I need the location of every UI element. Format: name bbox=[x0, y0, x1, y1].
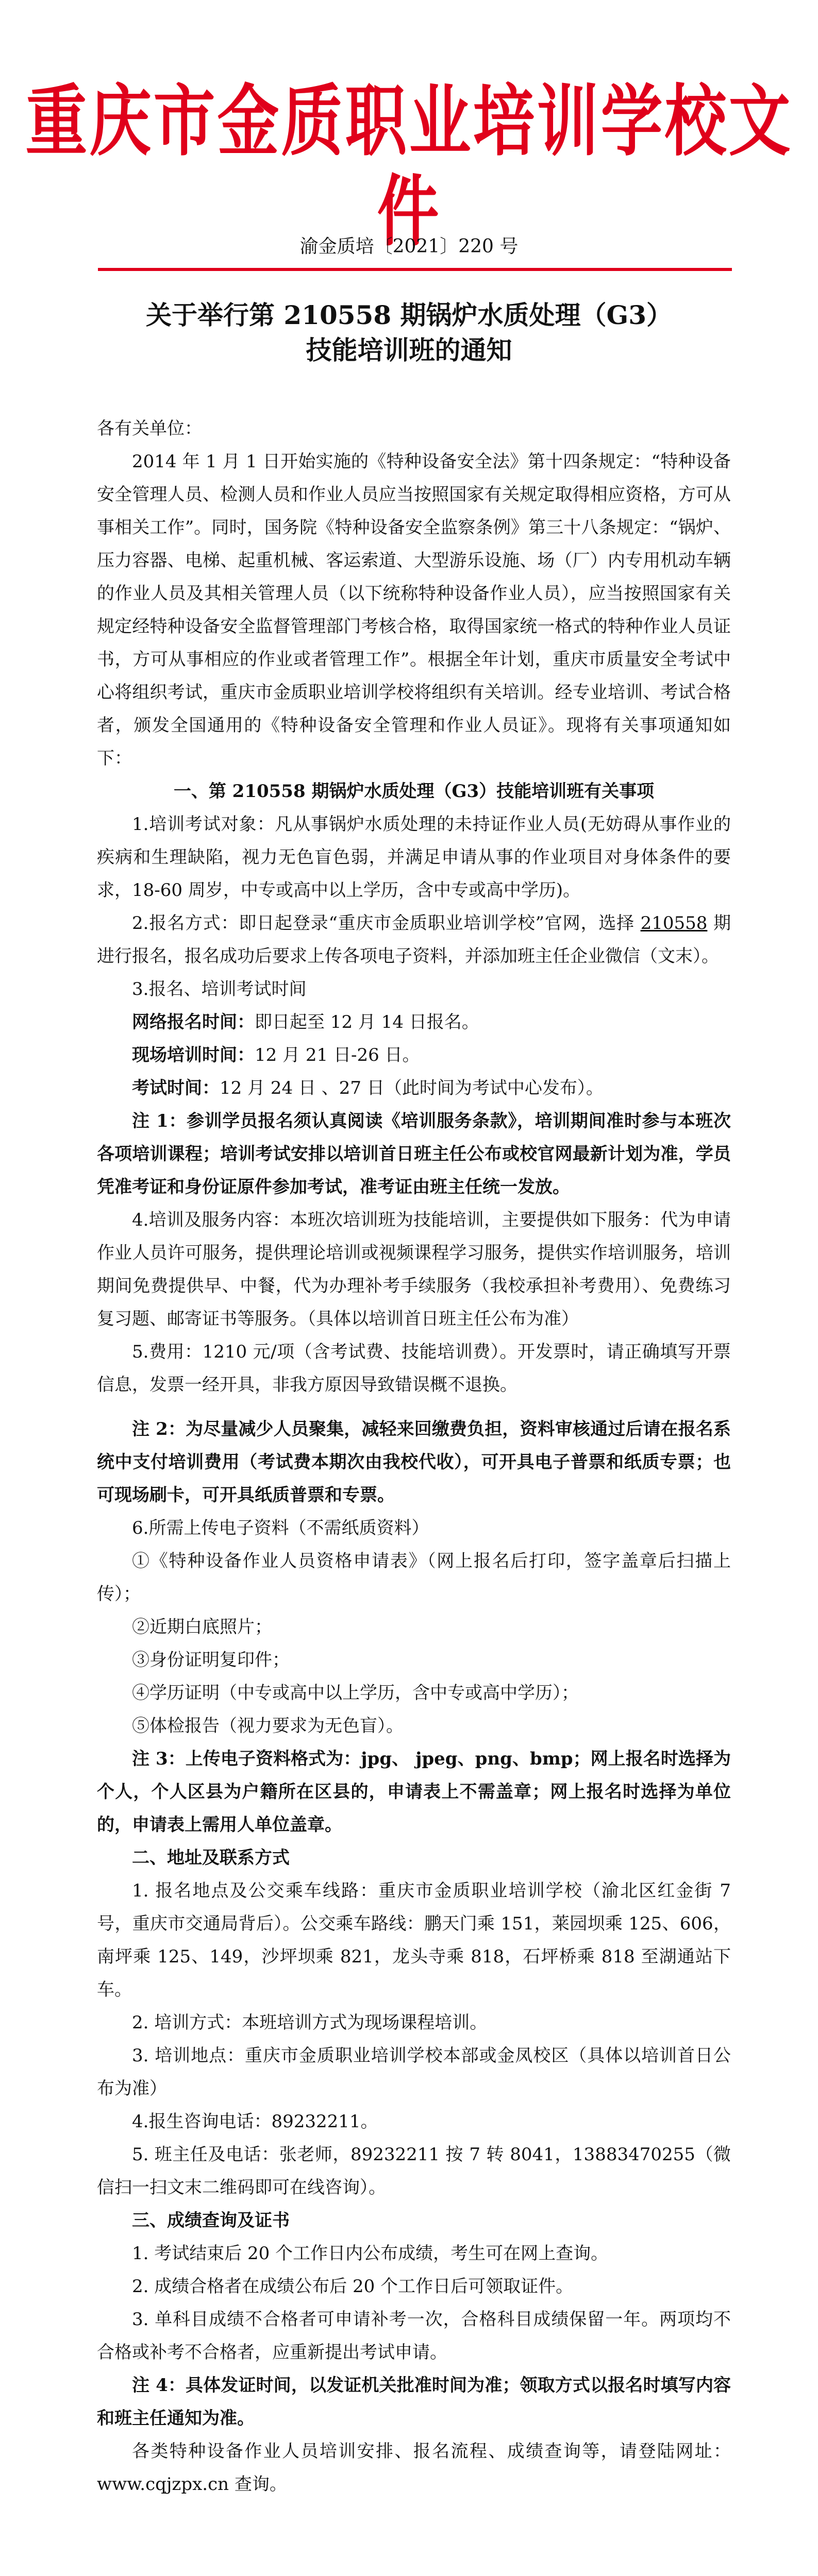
title-line-1: 关于举行第 210558 期锅炉水质处理（G3） bbox=[145, 300, 673, 330]
s1-site-training bbox=[97, 1039, 731, 1072]
s1-material-1: ①《特种设备作业人员资格申请表》（网上报名后打印，签字盖章后扫描上传）； bbox=[97, 1551, 731, 1604]
s2-item-1: 1. 报名地点及公交乘车线路：重庆市金质职业培训学校（渝北区红金街 7 号，重庆市交通局背后）。公交乘车路线：鹏天门乘 151，莱园坝乘 125、606，南坪乘 125、149，沙坪坝乘 821，龙头寺乘 818，石坪桥乘 818 至湖通站下车。 bbox=[97, 1880, 731, 2000]
section-1-heading: 一、第 210558 期锅炉水质处理（G3）技能培训班有关事项 bbox=[173, 781, 655, 802]
salutation: 各有关单位： bbox=[97, 418, 202, 439]
letterhead-title: 重庆市金质职业培训学校文件 bbox=[25, 77, 793, 257]
site-training-value: 12 月 21 日-26 日。 bbox=[255, 1045, 420, 1065]
site-training-label: 现场培训时间： bbox=[132, 1045, 255, 1065]
s3-final: 各类特种设备作业人员培训安排、报名流程、成绩查询等，请登陆网址：www.cqjzpx.cn 查询。 bbox=[97, 2441, 731, 2495]
net-registration-value: 即日起至 12 月 14 日报名。 bbox=[255, 1012, 479, 1032]
title-line-2: 技能培训班的通知 bbox=[306, 335, 512, 365]
s1-material-5: ⑤体检报告（视力要求为无色盲）。 bbox=[132, 1716, 404, 1736]
s2-item-4: 4.报生咨询电话：89232211。 bbox=[132, 2111, 378, 2132]
s3-item-1: 1. 考试结束后 20 个工作日内公布成绩，考生可在网上查询。 bbox=[132, 2243, 609, 2264]
section-3-heading: 三、成绩查询及证书 bbox=[132, 2210, 290, 2231]
s1-item-6: 6.所需上传电子资料（不需纸质资料） bbox=[132, 1518, 429, 1538]
s1-net-registration bbox=[97, 1006, 731, 1039]
s1-material-2: ②近期白底照片； bbox=[132, 1617, 272, 1637]
exam-time-value: 12 月 24 日 、27 日（此时间为考试中心发布）。 bbox=[220, 1078, 604, 1098]
s3-note-4: 注 4：具体发证时间，以发证机关批准时间为准；领取方式以报名时填写内容和班主任通知为准。 bbox=[97, 2375, 731, 2429]
s1-item-2-text-b: 期进行报名，报名成功后要求上传各项电子资料，并添加班主任企业微信（文末）。 bbox=[97, 913, 731, 967]
net-registration-label: 网络报名时间： bbox=[132, 1012, 255, 1032]
s1-note-1: 注 1：参训学员报名须认真阅读《培训服务条款》，培训期间准时参与本班次各项培训课程；培训考试安排以培训首日班主任公布或校官网最新计划为准，学员凭准考证和身份证原件参加考试，准考证由班主任统一发放。 bbox=[97, 1111, 731, 1197]
document-number: 渝金质培〔2021〕220 号 bbox=[299, 236, 519, 257]
s2-item-2: 2. 培训方式：本班培训方式为现场课程培训。 bbox=[132, 2012, 488, 2033]
s1-item-2 bbox=[97, 907, 731, 973]
document-title bbox=[0, 298, 818, 368]
s2-item-5: 5. 班主任及电话：张老师，89232211 按 7 转 8041，13883470255（微信扫一扫文末二维码即可在线咨询）。 bbox=[97, 2144, 731, 2198]
s1-item-3: 3.报名、培训考试时间 bbox=[132, 979, 307, 999]
s3-item-3: 3. 单科目成绩不合格者可申请补考一次，合格科目成绩保留一年。两项均不合格或补考不合格者，应重新提出考试申请。 bbox=[97, 2309, 731, 2363]
s1-material-4: ④学历证明（中专或高中以上学历，含中专或高中学历）； bbox=[132, 1683, 579, 1703]
s1-exam-time bbox=[97, 1072, 731, 1105]
s1-item-2-text-a: 2.报名方式：即日起登录“重庆市金质职业培训学校”官网，选择 bbox=[132, 913, 641, 934]
spacer bbox=[97, 1401, 731, 1413]
document-body bbox=[97, 412, 731, 2501]
s3-item-2: 2. 成绩合格者在成绩公布后 20 个工作日后可领取证件。 bbox=[132, 2276, 574, 2297]
section-2-heading: 二、地址及联系方式 bbox=[132, 1848, 290, 1868]
s1-item-2-class-code: 210558 bbox=[640, 913, 708, 934]
s1-material-3: ③身份证明复印件； bbox=[132, 1650, 290, 1670]
s1-note-3: 注 3：上传电子资料格式为：jpg、 jpeg、png、bmp；网上报名时选择为个人，个人区县为户籍所在区县的，申请表上不需盖章；网上报名时选择为单位的，申请表上需用人单位盖章。 bbox=[97, 1749, 731, 1835]
s2-item-3: 3. 培训地点：重庆市金质职业培训学校本部或金凤校区（具体以培训首日公布为准） bbox=[97, 2045, 731, 2099]
exam-time-label: 考试时间： bbox=[132, 1078, 220, 1098]
s1-item-5: 5.费用：1210 元/项（含考试费、技能培训费）。开发票时，请正确填写开票信息，发票一经开具，非我方原因导致错误概不退换。 bbox=[97, 1342, 731, 1395]
intro-paragraph: 2014 年 1 月 1 日开始实施的《特种设备安全法》第十四条规定：“特种设备安全管理人员、检测人员和作业人员应当按照国家有关规定取得相应资格，方可从事相关工作”。同时，国务院《特种设备安全监察条例》第三十八条规定：“锅炉、压力容器、电梯、起重机械、客运索道、大型游乐设施、场（厂）内专用机动车辆的作业人员及其相关管理人员（以下统称特种设备作业人员），应当按照国家有关规定经特种设备安全监督管理部门考核合格，取得国家统一格式的特种作业人员证书，方可从事相应的作业或者管理工作”。根据全年计划，重庆市质量安全考试中心将组织考试，重庆市金质职业培训学校将组织有关培训。经专业培训、考试合格者，颁发全国通用的《特种设备安全管理和作业人员证》。现将有关事项通知如下： bbox=[97, 451, 731, 769]
s1-item-1: 1.培训考试对象：凡从事锅炉水质处理的未持证作业人员(无妨碍从事作业的疾病和生理缺陷，视力无色盲色弱，并满足申请从事的作业项目对身体条件的要求，18-60 周岁，中专或高中以上学历，含中专或高中学历)。 bbox=[97, 814, 731, 901]
s1-item-4: 4.培训及服务内容：本班次培训班为技能培训，主要提供如下服务：代为申请作业人员许可服务，提供理论培训或视频课程学习服务，提供实作培训服务，培训期间免费提供早、中餐，代为办理补考手续服务（我校承担补考费用）、免费练习复习题、邮寄证书等服务。（具体以培训首日班主任公布为准） bbox=[97, 1210, 731, 1329]
red-divider bbox=[98, 268, 732, 271]
s1-note-2: 注 2：为尽量减少人员聚集，减轻来回缴费负担，资料审核通过后请在报名系统中支付培训费用（考试费本期次由我校代收），可开具电子普票和纸质专票；也可现场刷卡，可开具纸质普票和专票。 bbox=[97, 1419, 731, 1505]
